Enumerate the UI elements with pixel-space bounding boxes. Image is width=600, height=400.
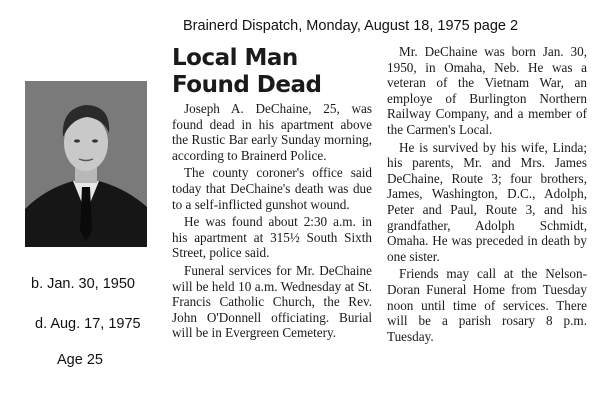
headline-line-1: Local Man bbox=[172, 45, 298, 71]
headline-line-2: Found Dead bbox=[172, 72, 322, 98]
article-headline bbox=[172, 45, 377, 99]
article-column-left bbox=[172, 101, 372, 343]
paragraph: He is survived by his wife, Linda; his parents, Mr. and Mrs. James DeChaine, Route 3; four brothers, James, Washington, D.C., Adolph, Peter and Paul, Route 3, and his grandfather, Adolph Schmidt, Omaha. He was preceded in death by one sister. bbox=[387, 139, 587, 264]
article-column-right bbox=[387, 44, 587, 346]
death-date: d. Aug. 17, 1975 bbox=[35, 316, 141, 332]
paragraph: Mr. DeChaine was born Jan. 30, 1950, in Omaha, Neb. He was a veteran of the Vietnam War, an employe of Burlington Northern Railway Company, and a member of the Carmen's Local. bbox=[387, 44, 587, 137]
portrait-image bbox=[25, 81, 147, 247]
portrait-photo bbox=[25, 81, 147, 247]
page-header: Brainerd Dispatch, Monday, August 18, 1975 page 2 bbox=[183, 18, 519, 34]
paragraph: The county coroner's office said today that DeChaine's death was due to a self-inflicted gunshot wound. bbox=[172, 165, 372, 212]
paragraph: He was found about 2:30 a.m. in his apartment at 315½ South Sixth Street, police said. bbox=[172, 214, 372, 261]
paragraph: Friends may call at the Nelson-Doran Funeral Home from Tuesday noon until time of services. There will be a parish rosary 8 p.m. Tuesday. bbox=[387, 266, 587, 344]
paragraph: Joseph A. DeChaine, 25, was found dead in his apartment above the Rustic Bar early Sunday morning, according to Brainerd Police. bbox=[172, 101, 372, 163]
paragraph: Funeral services for Mr. DeChaine will be held 10 a.m. Wednesday at St. Francis Catholic Church, the Rev. John O'Donnell officiating. Burial will be in Evergreen Cemetery. bbox=[172, 262, 372, 341]
age: Age 25 bbox=[57, 352, 103, 368]
birth-date: b. Jan. 30, 1950 bbox=[31, 276, 135, 292]
